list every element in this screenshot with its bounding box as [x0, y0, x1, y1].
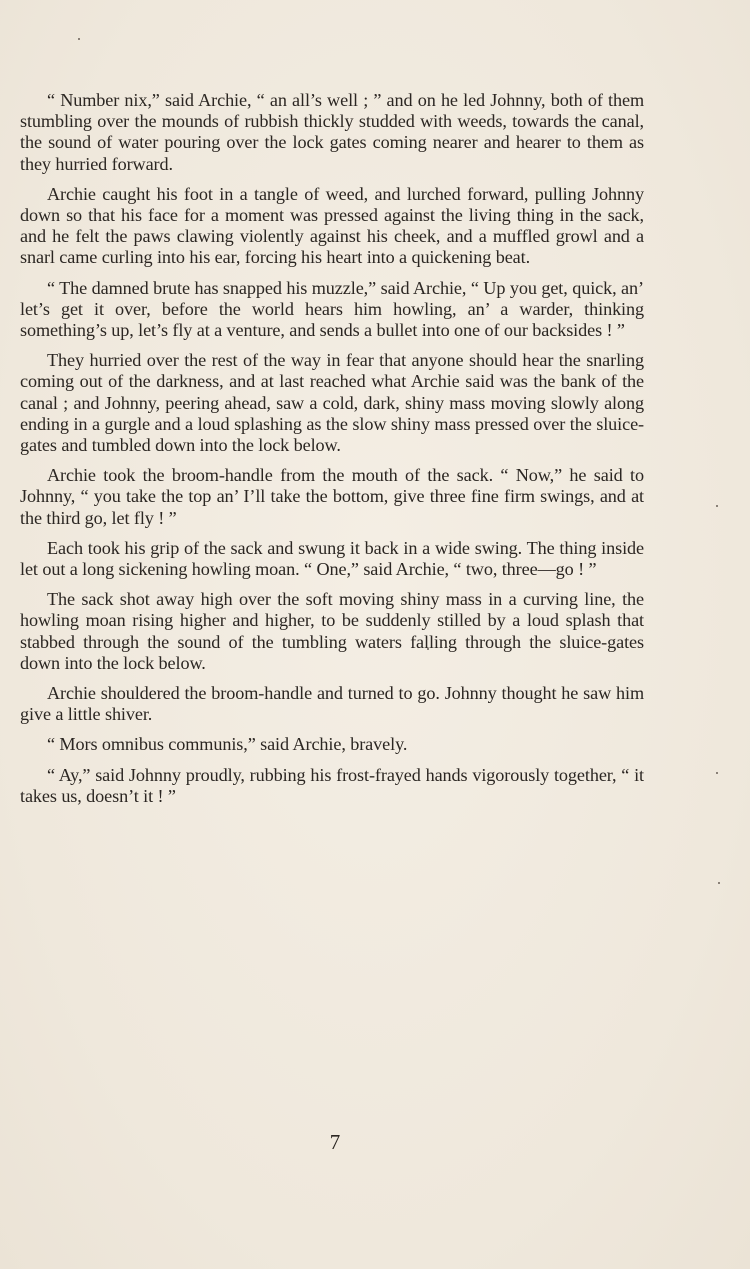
page-number: 7 [329, 1130, 341, 1154]
paper-speck [716, 772, 718, 774]
paragraph: Archie took the broom-handle from the mouth of the sack. “ Now,” he said to Johnny, “ you take the top an’ I’ll take the bottom, give three fine firm swings, and at the third go, let fly ! ” [20, 465, 644, 528]
paper-speck [716, 505, 718, 507]
body-text [20, 90, 644, 816]
paper-speck [78, 38, 80, 40]
paragraph: Archie shouldered the broom-handle and turned to go. Johnny thought he saw him give a little shiver. [20, 683, 644, 725]
paragraph: The sack shot away high over the soft moving shiny mass in a curving line, the howling moan rising higher and higher, to be suddenly stilled by a loud splash that stabbed through the sound of the tumbling waters falling through the sluice-gates down into the lock below. [20, 589, 644, 673]
paragraph: “ Mors omnibus communis,” said Archie, bravely. [47, 734, 408, 755]
paper-speck [718, 882, 720, 884]
paragraph: Archie caught his foot in a tangle of weed, and lurched forward, pulling Johnny down so that his face for a moment was pressed against the living thing in the sack, and he felt the paws clawing violently against his cheek, and a muffled growl and a snarl came curling into his ear, forcing his heart into a quickening beat. [20, 183, 644, 268]
paragraph: Each took his grip of the sack and swung it back in a wide swing. The thing inside let out a long sickening howling moan. “ One,” said Archie, “ two, three—go ! ” [20, 537, 644, 580]
paragraph: “ The damned brute has snapped his muzzle,” said Archie, “ Up you get, quick, an’ let’s get it over, before the world hears him howling, an’ a warder, thinking something’s up, let’s fly at a venture, and sends a bullet into one of our backsides ! ” [20, 277, 644, 341]
paragraph: They hurried over the rest of the way in fear that anyone should hear the snarling coming out of the darkness, and at last reached what Archie said was the bank of the canal ; and Johnny, peering ahead, saw a cold, dark, shiny mass moving slowly along ending in a gurgle and a loud splashing as the slow shiny mass pressed over the sluice-gates and tumbled down into the lock below. [20, 350, 644, 456]
paragraph: “ Ay,” said Johnny proudly, rubbing his frost-frayed hands vigorously together, “ it takes us, doesn’t it ! ” [20, 764, 644, 806]
paragraph: “ Number nix,” said Archie, “ an all’s well ; ” and on he led Johnny, both of them stumbling over the mounds of rubbish thickly studded with weeds, towards the canal, the sound of water pouring over the lock gates coming nearer and hearer to them as they hurried forward. [20, 90, 644, 174]
